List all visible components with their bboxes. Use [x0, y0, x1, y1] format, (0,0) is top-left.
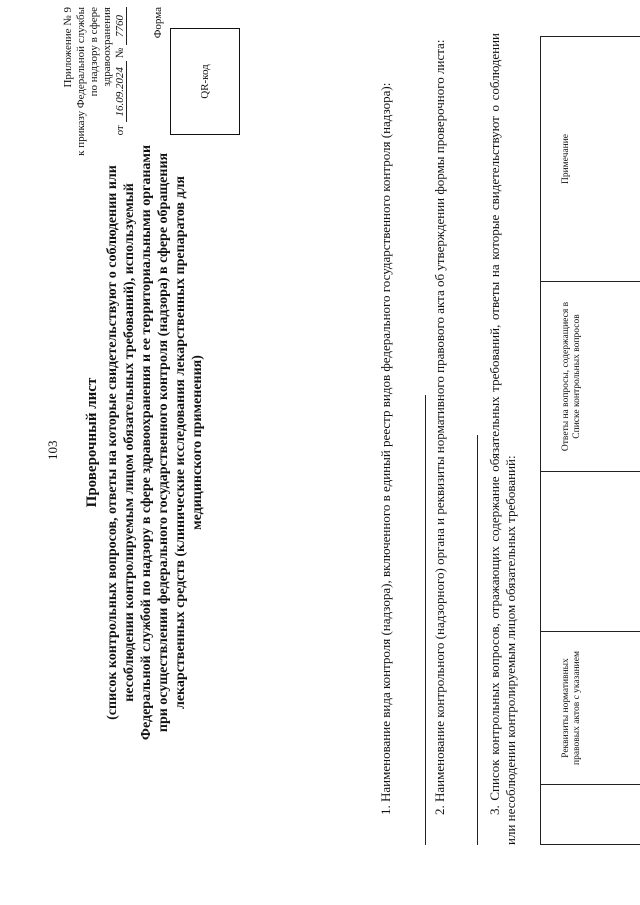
item-3-text: 3. Список контрольных вопросов, отражающих содержание обязательных требований, ответы на которые свидетельствуют о соблюдении или несоблюдении контролируемым лицом обязательных требований: — [487, 33, 518, 845]
item-1-text: 1. Наименование вида контроля (надзора), включенного в единый реестр видов федерального государственного контроля (надзора): — [378, 82, 393, 815]
item-3 — [487, 33, 519, 845]
table-header-row — [541, 37, 640, 845]
appendix-line-2: к приказу Федеральной службы — [75, 7, 87, 156]
number-label: № — [114, 47, 126, 59]
qr-code-label: QR-код — [199, 64, 211, 99]
table-header-cell: Примечание — [541, 37, 640, 282]
item-2-text: 2. Наименование контрольного (надзорного) органа и реквизиты нормативного правового акта об утверждении формы проверочного листа: — [432, 39, 447, 815]
form-label: Форма — [152, 7, 164, 39]
item-1-fill-line — [425, 395, 426, 845]
appendix-block — [62, 7, 127, 157]
item-1 — [378, 33, 394, 845]
date-prefix: от — [114, 125, 126, 136]
table-header-cell: Реквизиты нормативных правовых актов с указанием — [541, 632, 640, 785]
item-2-fill-line — [477, 435, 478, 845]
item-2 — [432, 33, 448, 845]
appendix-line-1: Приложение № 9 — [62, 7, 74, 88]
checklist-table — [540, 36, 640, 845]
handwritten-number: 7760 — [114, 7, 127, 45]
document-heading — [84, 140, 206, 745]
appendix-line-4 — [114, 7, 127, 157]
table-header-cell — [541, 785, 640, 845]
document-title: Проверочный лист — [84, 377, 100, 508]
handwritten-date: 16.09.2024 — [114, 61, 127, 123]
document-subtitle: (список контрольных вопросов, ответы на которые свидетельствуют о соблюдении или несоблюдении контролируемым лицом обязательных требований), используемый Федеральной службой по надзору в сфере здравоохранения и ее территориальными органами при осуществлении федерального государственного контроля (надзора) в сфере обращения лекарственных средств (клинические исследования лекарственных препаратов для медицинского применения) — [105, 144, 205, 741]
table-header-cell — [541, 472, 640, 632]
page-number: 103 — [45, 440, 60, 460]
qr-code-box — [170, 28, 240, 135]
table-header-cell: Ответы на вопросы, содержащиеся в Списке контрольных вопросов — [541, 282, 640, 472]
appendix-line-3: по надзору в сфере здравоохранения — [88, 7, 113, 97]
